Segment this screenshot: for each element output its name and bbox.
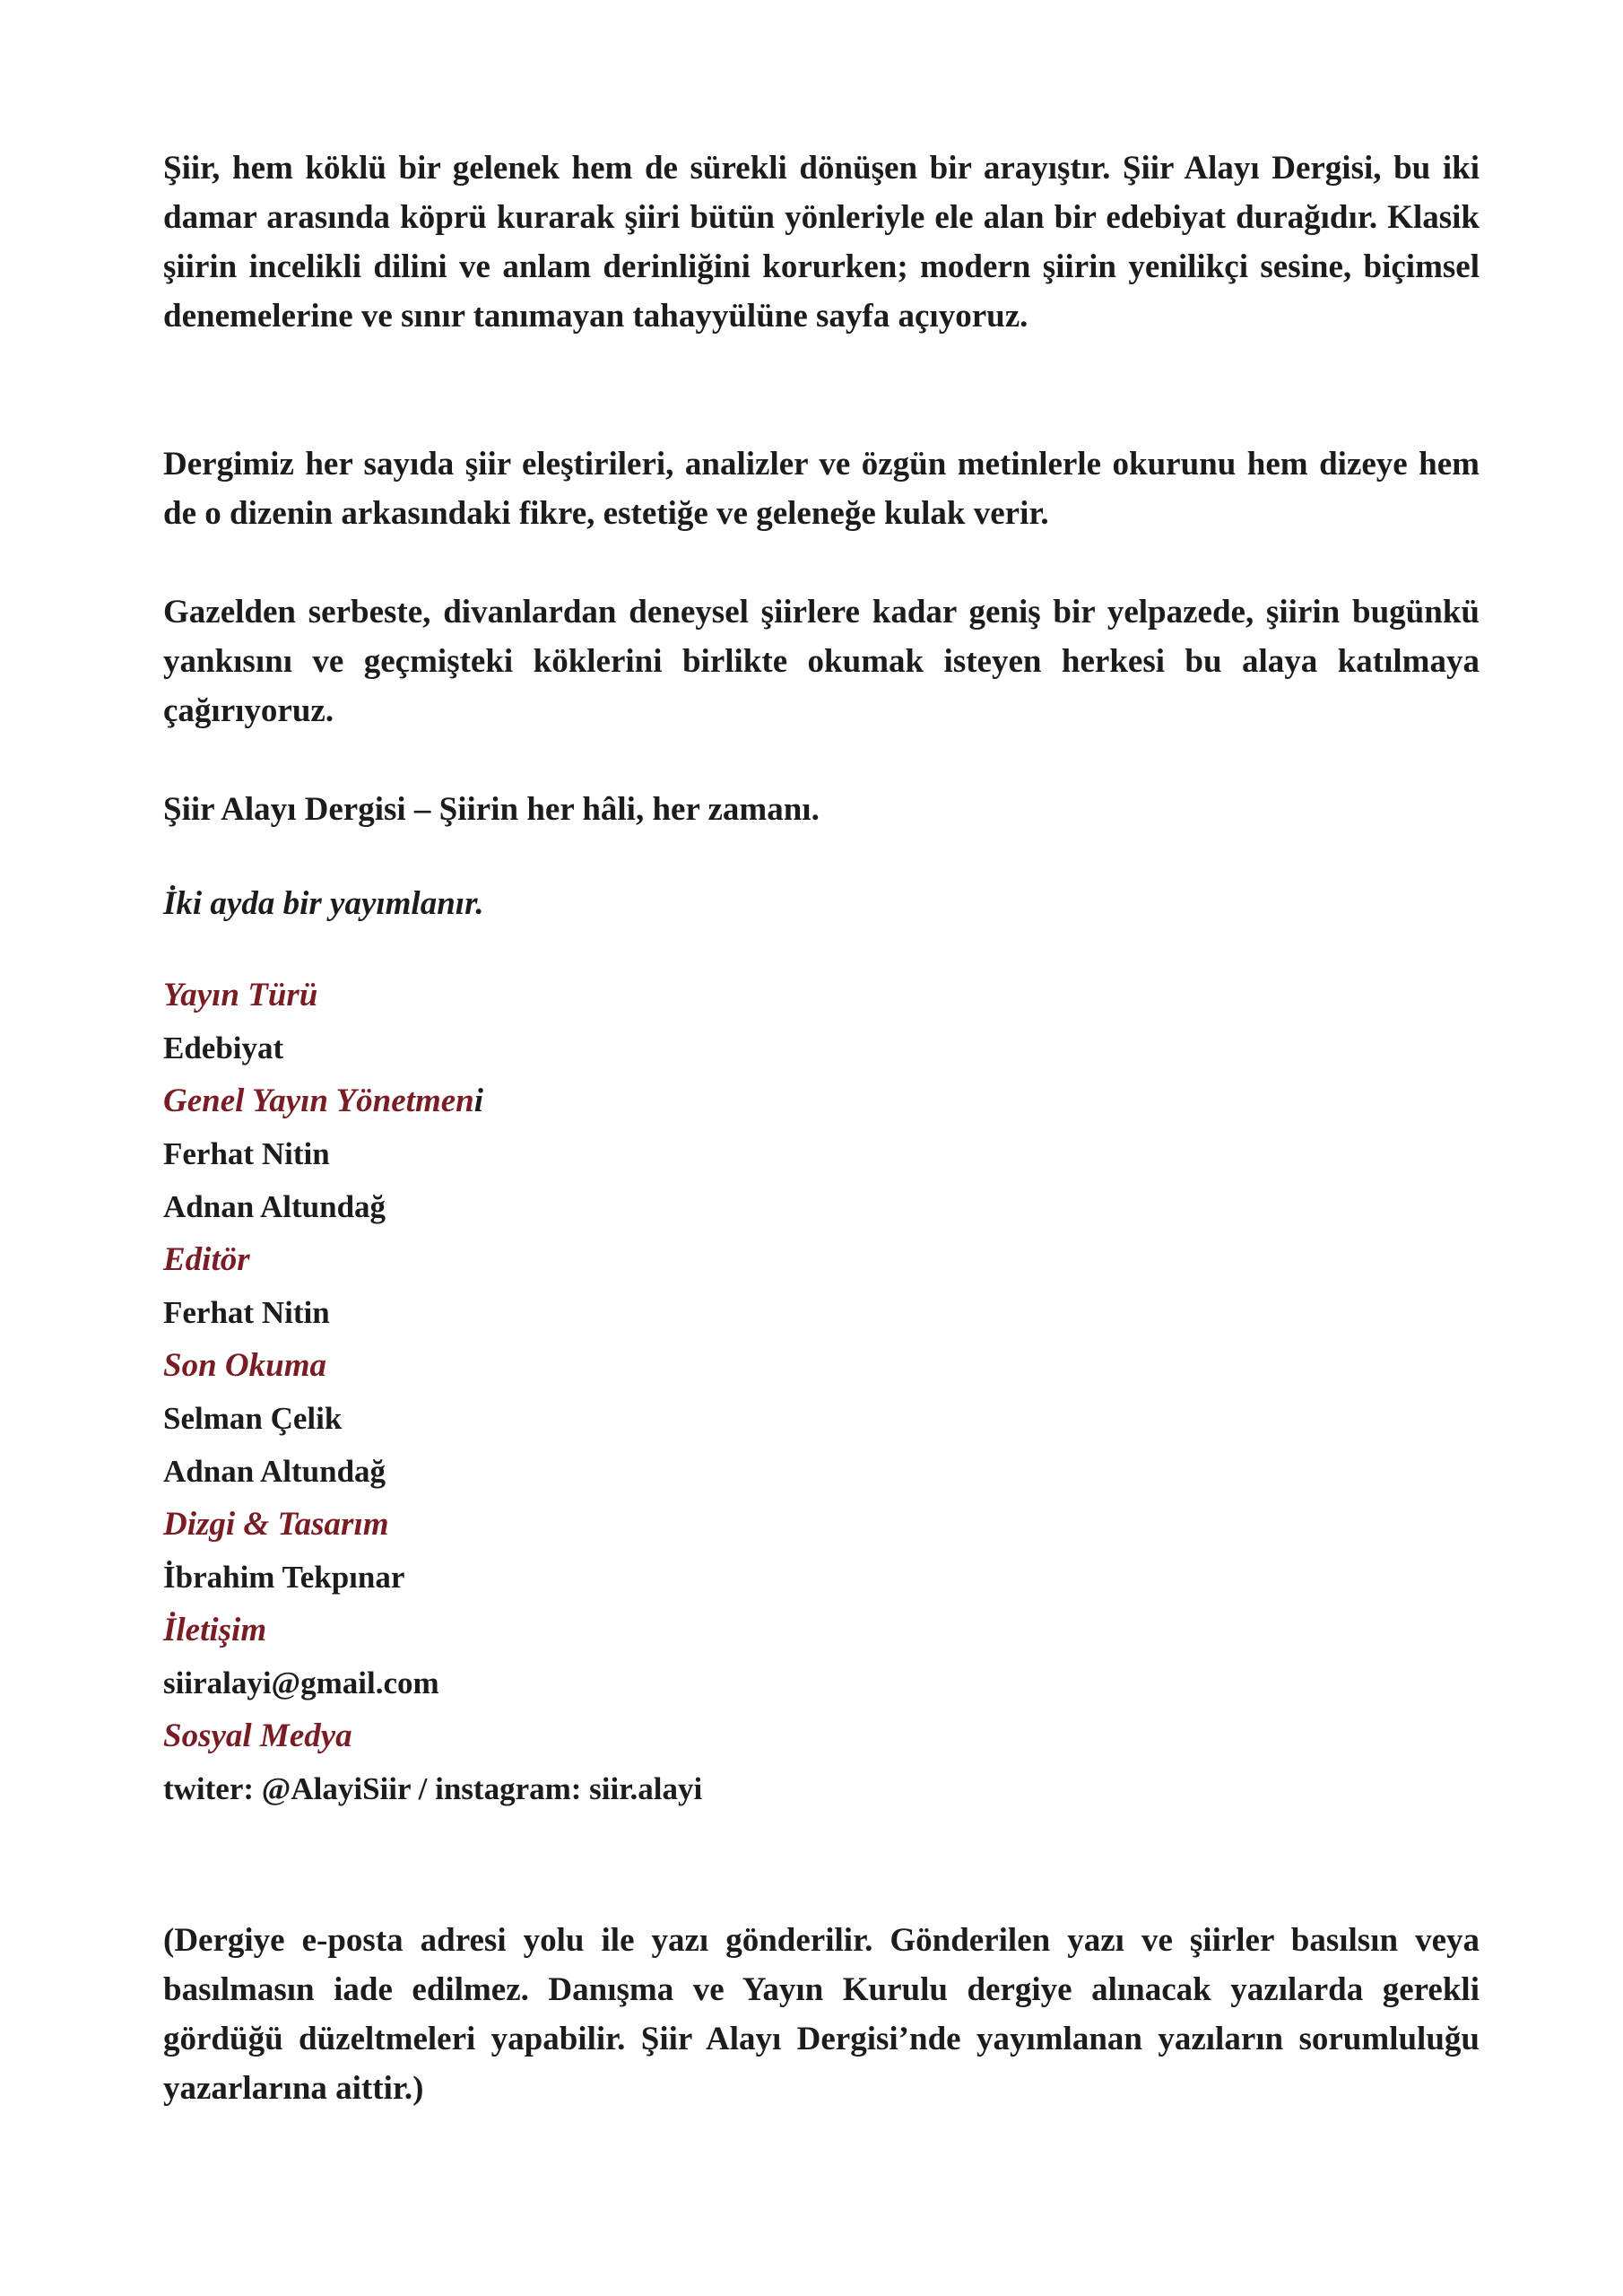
label-editor-in-chief-text: Genel Yayın Yönetmen	[163, 1083, 474, 1119]
label-contact: İletişim	[163, 1612, 267, 1648]
proofreader-name: Adnan Altundağ	[163, 1454, 386, 1489]
tagline: Şiir Alayı Dergisi – Şiirin her hâli, her zamanı.	[163, 791, 820, 828]
proofreader-name: Selman Çelik	[163, 1401, 343, 1436]
editor-in-chief-name: Ferhat Nitin	[163, 1136, 330, 1171]
contact-email: siiralayi@gmail.com	[163, 1665, 439, 1700]
editor-in-chief-name: Adnan Altundağ	[163, 1189, 386, 1224]
label-publication-type: Yayın Türü	[163, 977, 318, 1013]
intro-paragraph-3: Gazelden serbeste, divanlardan deneysel şiirlere kadar geniş bir yelpazede, şiirin bugünkü yankısını ve geçmişteki köklerini birlikte okumak isteyen herkesi bu alaya katılmaya çağırıyoruz.	[163, 594, 1480, 729]
value-publication-type: Edebiyat	[163, 1031, 284, 1065]
publication-frequency: İki ayda bir yayımlanır.	[163, 885, 484, 922]
document-page	[163, 144, 1480, 2113]
intro-paragraph-1: Şiir, hem köklü bir gelenek hem de sürekli dönüşen bir arayıştır. Şiir Alayı Dergisi, bu iki damar arasında köprü kurarak şiiri bütün yönleriyle ele alan bir edebiyat durağıdır. Klasik şiirin incelikli dilini ve anlam derinliğini korurken; modern şiirin yenilikçi sesine, biçimsel denemelerine ve sınır tanımayan tahayyülüne sayfa açıyoruz.	[163, 150, 1480, 335]
submission-note: (Dergiye e-posta adresi yolu ile yazı gönderilir. Gönderilen yazı ve şiirler basılsın veya basılmasın iade edilmez. Danışma ve Yayın Kurulu dergiye alınacak yazılarda gerekli gördüğü düzeltmeleri yapabilir. Şiir Alayı Dergisi’nde yayımlanan yazıların sorumluluğu yazarlarına aittir.)	[163, 1922, 1480, 2107]
label-layout-design: Dizgi & Tasarım	[163, 1506, 389, 1543]
label-editor: Editör	[163, 1241, 250, 1278]
social-media-handles: twiter: @AlayiSiir / instagram: siir.alayi	[163, 1771, 703, 1806]
label-social-media: Sosyal Medya	[163, 1718, 352, 1754]
layout-designer-name: İbrahim Tekpınar	[163, 1560, 405, 1595]
label-proofreading: Son Okuma	[163, 1347, 326, 1384]
label-editor-in-chief	[163, 1074, 1480, 1127]
label-editor-in-chief-tail: i	[473, 1083, 484, 1119]
credits-block	[163, 969, 1480, 1815]
intro-paragraph-2: Dergimiz her sayıda şiir eleştirileri, analizler ve özgün metinlerle okurunu hem dizeye hem de o dizenin arkasındaki fikre, estetiğe ve geleneğe kulak verir.	[163, 446, 1480, 532]
editor-name: Ferhat Nitin	[163, 1295, 330, 1330]
